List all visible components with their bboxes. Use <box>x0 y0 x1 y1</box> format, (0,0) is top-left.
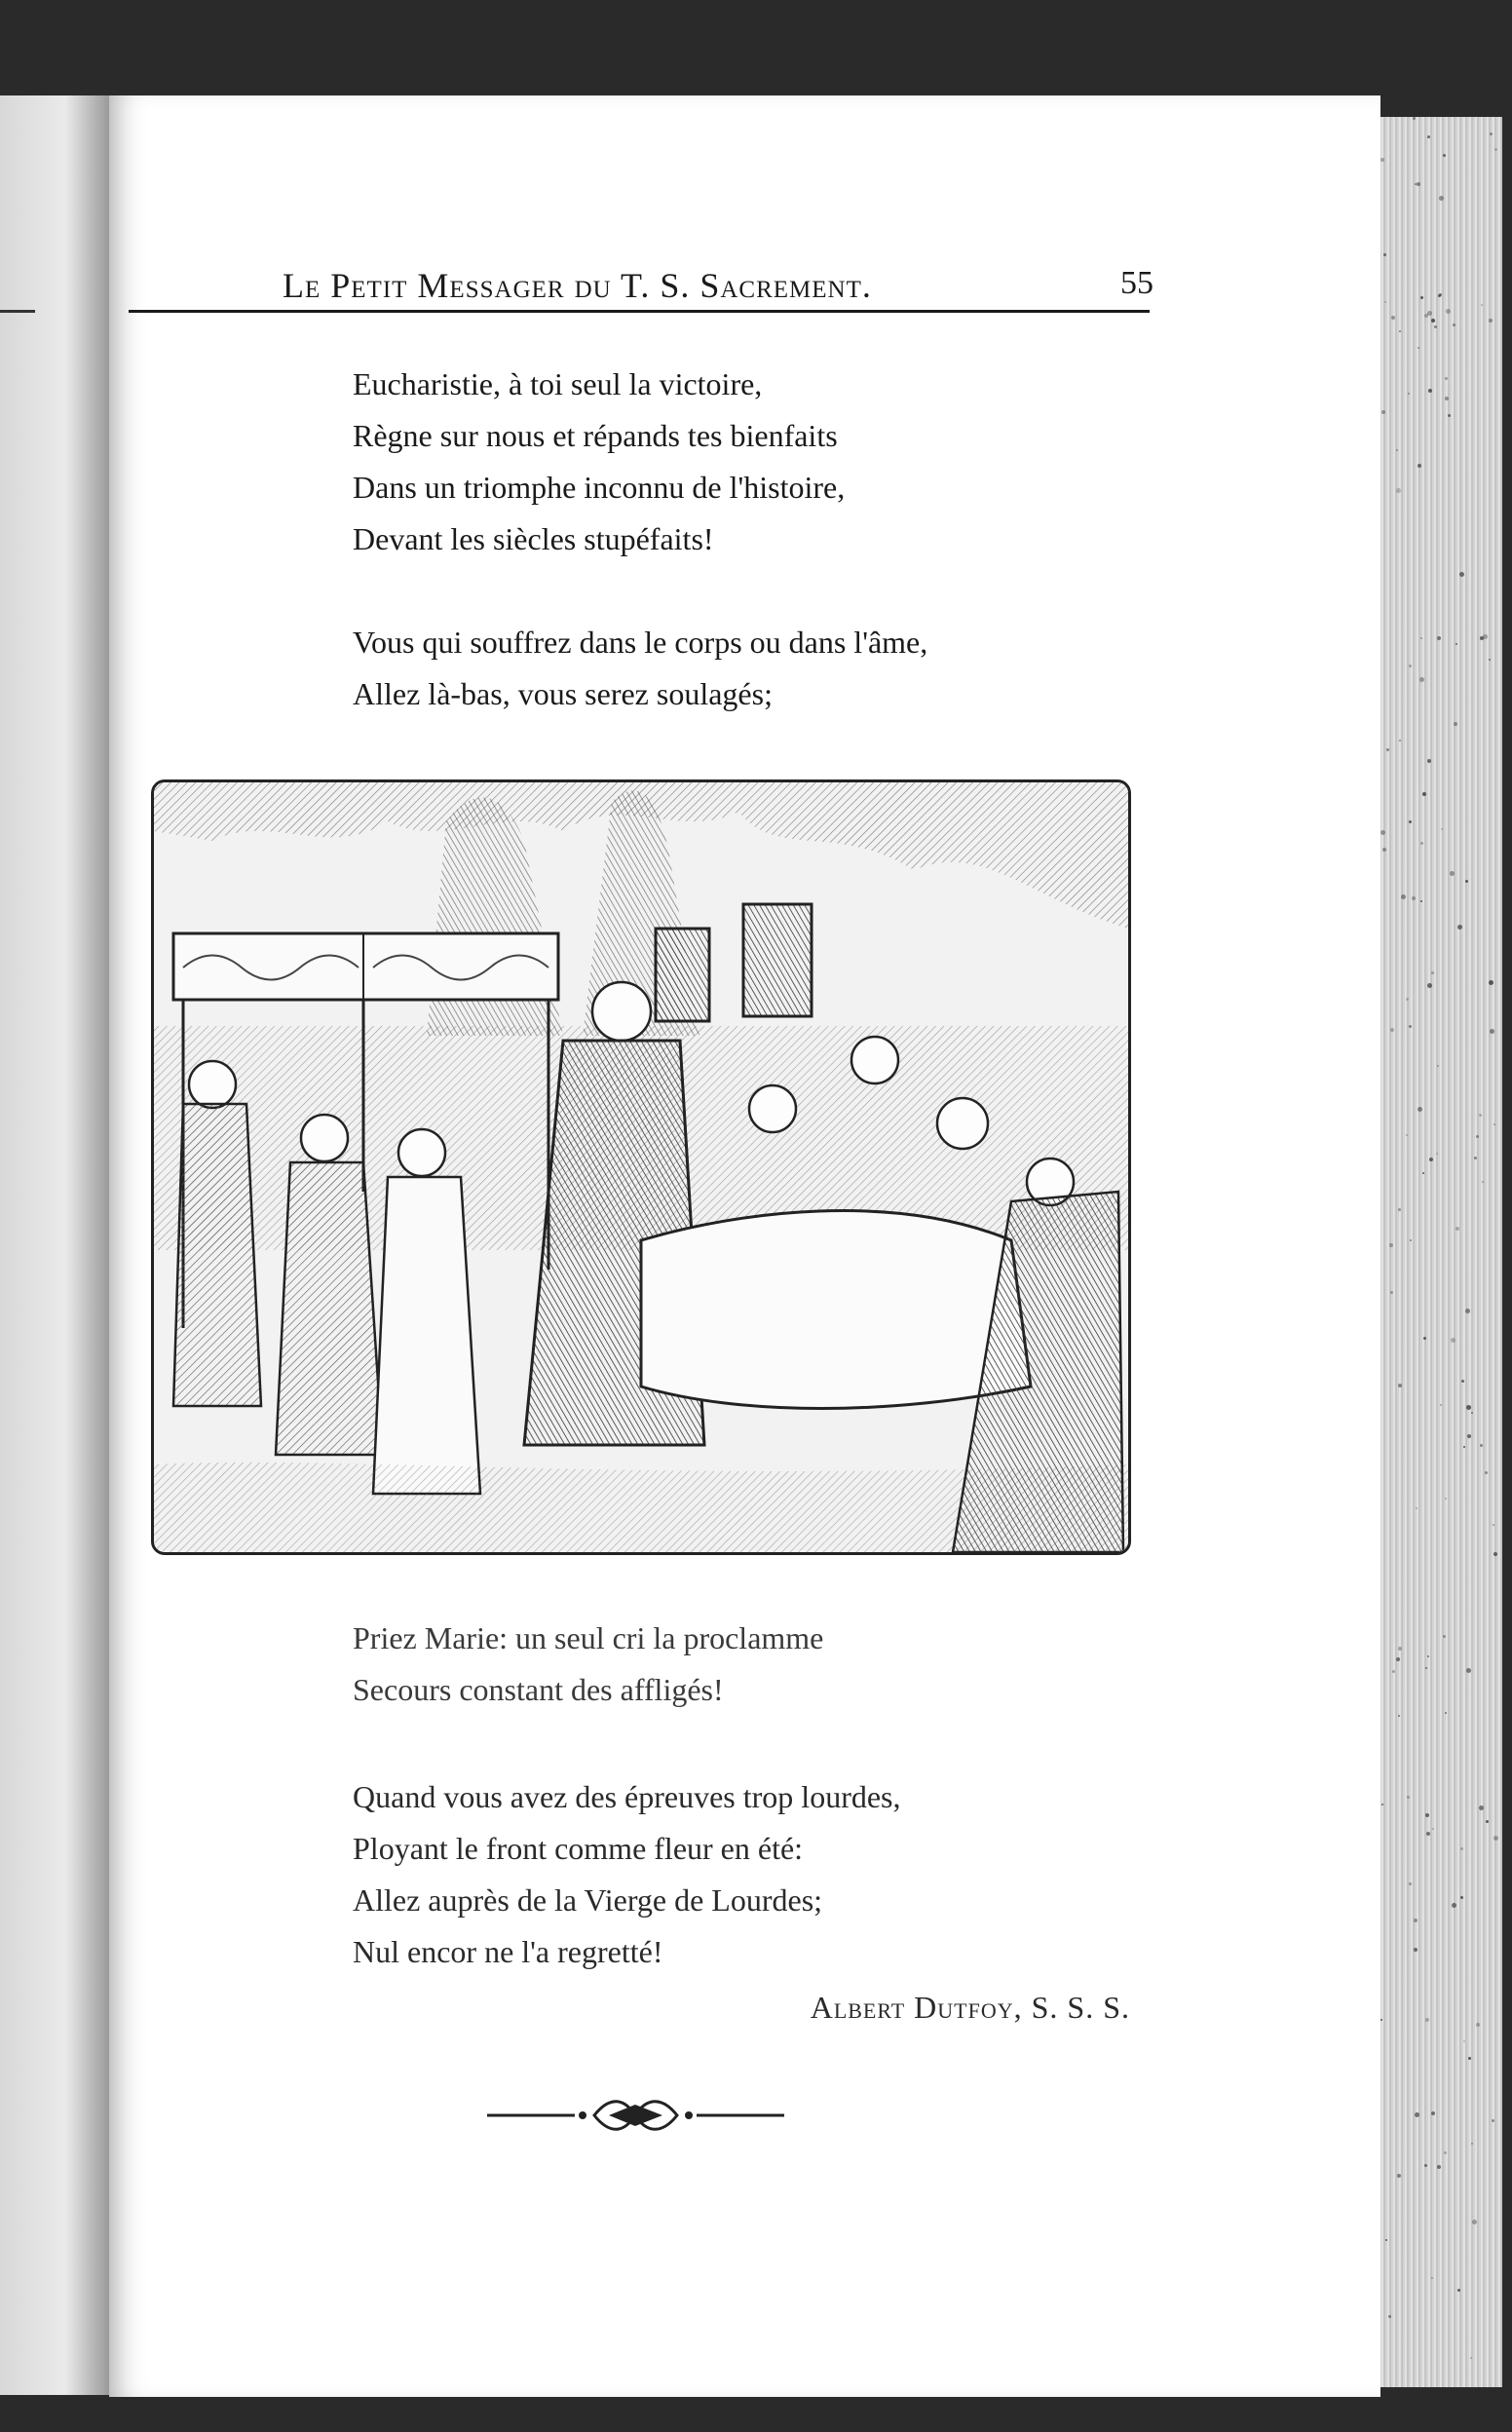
running-title: Le Petit Messager du T. S. Sacrement. <box>283 266 872 305</box>
edge-speck <box>1429 1158 1433 1161</box>
edge-speck <box>1431 2277 1433 2279</box>
edge-speck <box>1392 1670 1395 1673</box>
edge-speck <box>1493 1836 1498 1841</box>
edge-speck <box>1428 389 1432 393</box>
edge-speck <box>1409 1882 1412 1885</box>
edge-speck <box>1420 842 1423 845</box>
edge-speck <box>1406 1134 1408 1136</box>
edge-speck <box>1409 820 1412 823</box>
edge-speck <box>1380 830 1385 835</box>
edge-speck <box>1425 1813 1429 1817</box>
edge-speck <box>1460 1896 1463 1899</box>
edge-speck <box>1489 319 1493 323</box>
edge-speck <box>1419 677 1424 682</box>
edge-speck <box>1445 397 1449 400</box>
edge-speck <box>1398 1208 1401 1211</box>
edge-speck <box>1483 634 1488 639</box>
edge-speck <box>1474 1157 1477 1159</box>
edge-speck <box>1431 971 1434 974</box>
edge-speck <box>1494 148 1497 151</box>
edge-speck <box>1485 1471 1488 1474</box>
poem-line: Règne sur nous et répands tes bienfaits <box>353 418 838 453</box>
edge-speck <box>1380 2019 1382 2021</box>
edge-speck <box>1480 1444 1483 1447</box>
edge-speck <box>1457 925 1462 930</box>
poem-line: Priez Marie: un seul cri la proclamme <box>353 1620 824 1655</box>
edge-speck <box>1396 449 1398 451</box>
facing-page-rule <box>0 310 35 313</box>
edge-speck <box>1459 572 1464 577</box>
header-rule <box>129 310 1150 313</box>
edge-speck <box>1408 393 1410 395</box>
edge-speck <box>1492 2119 1494 2122</box>
ornament-divider <box>487 2095 784 2136</box>
edge-speck <box>1440 1404 1442 1406</box>
edge-speck <box>1470 2357 1472 2359</box>
edge-speck <box>1425 2018 1429 2022</box>
edge-speck <box>1471 2143 1473 2145</box>
fleuron-divider-icon <box>487 2095 784 2136</box>
poem-line: Allez là-bas, vous serez soulagés; <box>353 676 773 711</box>
edge-speck <box>1454 722 1457 726</box>
edge-speck <box>1427 1655 1429 1657</box>
edge-speck <box>1443 154 1446 157</box>
edge-speck <box>1489 659 1491 661</box>
edge-speck <box>1381 1804 1383 1805</box>
edge-speck <box>1463 1446 1465 1448</box>
edge-speck <box>1425 1667 1427 1669</box>
edge-speck <box>1490 133 1493 135</box>
edge-speck <box>1471 1412 1473 1414</box>
edge-speck <box>1489 980 1493 985</box>
edge-speck <box>1396 488 1401 493</box>
edge-speck <box>1453 323 1455 326</box>
edge-speck <box>1426 1832 1430 1836</box>
edge-speck <box>1406 998 1409 1001</box>
edge-speck <box>1465 880 1468 883</box>
edge-speck <box>1407 1796 1410 1799</box>
edge-speck <box>1445 1712 1447 1714</box>
edge-speck <box>1390 1291 1393 1294</box>
edge-speck <box>1437 1065 1439 1067</box>
edge-speck <box>1380 158 1384 162</box>
edge-speck <box>1479 1805 1484 1810</box>
edge-speck <box>1401 894 1406 899</box>
edge-speck <box>1461 1380 1464 1383</box>
edge-speck <box>1423 1337 1426 1340</box>
edge-speck <box>1465 1309 1470 1313</box>
edge-speck <box>1381 410 1385 414</box>
poem-line: Eucharistie, à toi seul la victoire, <box>353 366 763 401</box>
poem-line: Devant les siècles stupéfaits! <box>353 521 714 556</box>
edge-speck <box>1398 1715 1400 1717</box>
edge-speck <box>1493 1552 1497 1556</box>
edge-speck <box>1431 319 1435 323</box>
edge-speck <box>1436 1153 1438 1155</box>
procession-engraving-icon <box>154 782 1128 1552</box>
edge-speck <box>1482 1181 1484 1183</box>
poem-stanza-1 <box>353 359 1152 565</box>
poem-line: Dans un triomphe inconnu de l'histoire, <box>353 470 846 505</box>
edge-speck <box>1399 330 1401 332</box>
edge-speck <box>1427 759 1431 763</box>
edge-speck <box>1416 1507 1418 1509</box>
edge-speck <box>1434 325 1437 328</box>
edge-speck <box>1445 377 1448 380</box>
edge-speck <box>1445 1498 1447 1500</box>
edge-speck <box>1424 314 1428 318</box>
edge-speck <box>1444 2151 1447 2154</box>
author-signature: Albert Dutfoy, S. S. S. <box>810 1990 1130 2025</box>
edge-speck <box>1467 1434 1471 1438</box>
edge-speck <box>1384 301 1386 303</box>
poem-line: Ployant le front comme fleur en été: <box>353 1831 804 1866</box>
poem-line: Quand vous avez des épreuves trop lourdes, <box>353 1779 901 1814</box>
edge-speck <box>1383 253 1386 256</box>
page-number: 55 <box>1120 265 1153 301</box>
edge-speck <box>1451 1338 1455 1343</box>
edge-speck <box>1479 1114 1482 1117</box>
edge-speck <box>1476 2023 1480 2027</box>
edge-speck <box>1414 1919 1418 1922</box>
edge-speck <box>1391 316 1395 320</box>
edge-speck <box>1410 1239 1412 1241</box>
edge-speck <box>1414 1948 1418 1952</box>
edge-speck <box>1446 309 1451 314</box>
edge-speck <box>1413 117 1416 120</box>
edge-speck <box>1490 1029 1494 1034</box>
edge-speck <box>1481 304 1483 306</box>
edge-speck <box>1441 828 1443 830</box>
edge-speck <box>1399 740 1401 741</box>
edge-speck <box>1418 464 1421 468</box>
edge-speck <box>1432 1828 1434 1830</box>
edge-speck <box>1437 636 1441 640</box>
edge-speck <box>1493 1524 1494 1526</box>
edge-speck <box>1460 1847 1463 1850</box>
poem-stanza-4 <box>353 1771 1152 1978</box>
edge-speck <box>1486 1820 1489 1823</box>
edge-speck <box>1420 900 1422 902</box>
page-block-edge <box>1380 117 1502 2387</box>
edge-speck <box>1437 2165 1441 2169</box>
edge-speck <box>1452 1903 1456 1908</box>
edge-speck <box>1412 896 1416 900</box>
edge-speck <box>1455 643 1457 645</box>
poem-line: Vous qui souffrez dans le corps ou dans l'âme, <box>353 625 928 660</box>
edge-speck <box>1389 1243 1393 1247</box>
edge-speck <box>1476 1135 1479 1138</box>
edge-speck <box>1397 2174 1401 2178</box>
edge-speck <box>1390 1028 1394 1032</box>
poem-line: Allez auprès de la Vierge de Lourdes; <box>353 1882 823 1918</box>
facing-page-edge <box>0 95 109 2395</box>
poem-line: Secours constant des affligés! <box>353 1672 724 1707</box>
edge-speck <box>1398 1384 1402 1387</box>
edge-speck <box>1409 1025 1412 1028</box>
edge-speck <box>1418 347 1419 349</box>
edge-speck <box>1439 293 1442 296</box>
procession-illustration <box>151 779 1131 1555</box>
edge-speck <box>1418 1107 1422 1112</box>
edge-speck <box>1431 2111 1435 2115</box>
edge-speck <box>1448 414 1451 417</box>
edge-speck <box>1450 871 1455 876</box>
edge-speck <box>1472 2220 1477 2224</box>
edge-speck <box>1396 1657 1400 1661</box>
edge-speck <box>1415 2112 1419 2117</box>
edge-speck <box>1455 1227 1459 1231</box>
edge-speck <box>1457 2289 1460 2292</box>
edge-speck <box>1443 1635 1446 1638</box>
edge-speck <box>1420 637 1422 639</box>
edge-speck <box>1420 296 1423 299</box>
edge-speck <box>1417 182 1420 186</box>
edge-speck <box>1422 792 1426 796</box>
edge-speck <box>1427 983 1432 988</box>
edge-speck <box>1424 2164 1427 2167</box>
edge-speck <box>1388 2315 1391 2318</box>
edge-speck <box>1398 1647 1402 1651</box>
edge-speck <box>1466 1668 1471 1673</box>
edge-speck <box>1493 1123 1495 1125</box>
edge-speck <box>1463 2040 1465 2042</box>
edge-speck <box>1409 665 1412 667</box>
edge-speck <box>1427 135 1430 138</box>
edge-speck <box>1439 196 1444 201</box>
edge-speck <box>1466 1405 1471 1410</box>
edge-speck <box>1385 2239 1387 2241</box>
poem-line: Nul encor ne l'a regretté! <box>353 1934 663 1969</box>
edge-speck <box>1468 2057 1471 2060</box>
edge-speck <box>1386 748 1389 751</box>
poem-stanza-2 <box>353 617 1152 720</box>
poem-stanza-3 <box>353 1613 1152 1716</box>
edge-speck <box>1422 1172 1424 1174</box>
edge-speck <box>1382 848 1386 852</box>
